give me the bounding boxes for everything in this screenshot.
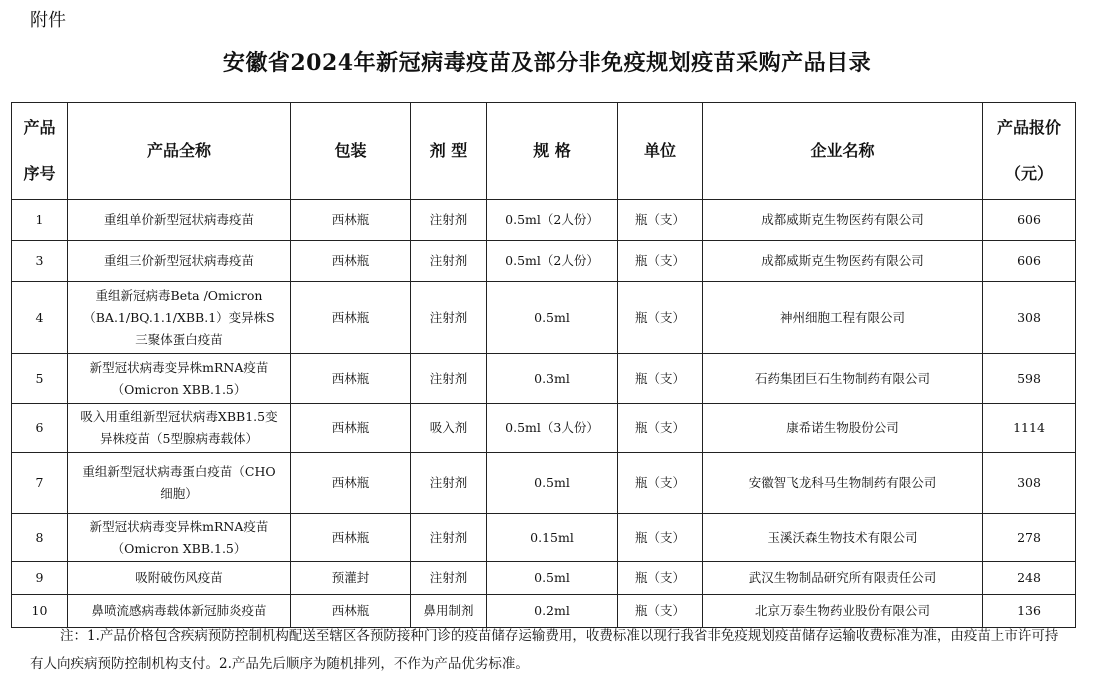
unit: 瓶（支） [618, 200, 703, 241]
product-name: 重组三价新型冠状病毒疫苗 [68, 241, 291, 282]
product-name: 新型冠状病毒变异株mRNA疫苗（Omicron XBB.1.5） [68, 514, 291, 562]
product-name: 重组单价新型冠状病毒疫苗 [68, 200, 291, 241]
specification: 0.3ml [487, 354, 618, 404]
specification: 0.5ml [487, 282, 618, 354]
company-name: 成都威斯克生物医药有限公司 [703, 200, 983, 241]
specification: 0.5ml（3人份） [487, 404, 618, 453]
row-number: 10 [12, 595, 68, 628]
product-name: 新型冠状病毒变异株mRNA疫苗（Omicron XBB.1.5） [68, 354, 291, 404]
company-name: 石药集团巨石生物制药有限公司 [703, 354, 983, 404]
row-number: 3 [12, 241, 68, 282]
specification: 0.5ml [487, 562, 618, 595]
table-row [12, 404, 1076, 453]
row-number: 5 [12, 354, 68, 404]
header-company: 企业名称 [703, 103, 983, 200]
packaging: 西林瓶 [291, 241, 411, 282]
footnote: 注：1.产品价格包含疾病预防控制机构配送至辖区各预防接种门诊的疫苗储存运输费用，收费标准以现行我省非免疫规划疫苗储存运输收费标准为准，由疫苗上市许可持有人向疾病预防控制机构支付。2.产品先后顺序为随机排列，不作为产品优劣标准。 [30, 628, 1059, 672]
row-number: 9 [12, 562, 68, 595]
packaging: 西林瓶 [291, 404, 411, 453]
row-number: 4 [12, 282, 68, 354]
product-name: 重组新冠病毒Beta /Omicron（BA.1/BQ.1.1/XBB.1）变异株S三聚体蛋白疫苗 [68, 282, 291, 354]
table-row [12, 453, 1076, 514]
specification: 0.5ml（2人份） [487, 241, 618, 282]
table-row [12, 241, 1076, 282]
header-product-no: 产品 序号 [12, 103, 68, 200]
row-number: 8 [12, 514, 68, 562]
price: 278 [983, 514, 1076, 562]
specification: 0.5ml（2人份） [487, 200, 618, 241]
header-packaging: 包装 [291, 103, 411, 200]
packaging: 西林瓶 [291, 514, 411, 562]
price: 598 [983, 354, 1076, 404]
price: 248 [983, 562, 1076, 595]
price: 136 [983, 595, 1076, 628]
dosage-form: 注射剂 [411, 453, 487, 514]
header-unit: 单位 [618, 103, 703, 200]
price: 308 [983, 282, 1076, 354]
company-name: 安徽智飞龙科马生物制药有限公司 [703, 453, 983, 514]
dosage-form: 注射剂 [411, 282, 487, 354]
header-product-name: 产品全称 [68, 103, 291, 200]
dosage-form: 注射剂 [411, 200, 487, 241]
unit: 瓶（支） [618, 282, 703, 354]
price: 1114 [983, 404, 1076, 453]
product-name: 吸附破伤风疫苗 [68, 562, 291, 595]
packaging: 西林瓶 [291, 354, 411, 404]
company-name: 玉溪沃森生物技术有限公司 [703, 514, 983, 562]
product-name: 鼻喷流感病毒载体新冠肺炎疫苗 [68, 595, 291, 628]
company-name: 北京万泰生物药业股份有限公司 [703, 595, 983, 628]
header-specification: 规 格 [487, 103, 618, 200]
specification: 0.2ml [487, 595, 618, 628]
row-number: 6 [12, 404, 68, 453]
attachment-label: 附件 [30, 10, 66, 31]
row-number: 1 [12, 200, 68, 241]
header-dosage-form: 剂 型 [411, 103, 487, 200]
dosage-form: 注射剂 [411, 562, 487, 595]
dosage-form: 注射剂 [411, 514, 487, 562]
price: 308 [983, 453, 1076, 514]
company-name: 武汉生物制品研究所有限责任公司 [703, 562, 983, 595]
row-number: 7 [12, 453, 68, 514]
packaging: 西林瓶 [291, 595, 411, 628]
page-title: 安徽省2024年新冠病毒疫苗及部分非免疫规划疫苗采购产品目录 [222, 50, 872, 76]
specification: 0.5ml [487, 453, 618, 514]
dosage-form: 吸入剂 [411, 404, 487, 453]
table-header-row [12, 103, 1076, 200]
product-name: 重组新型冠状病毒蛋白疫苗（CHO细胞） [68, 453, 291, 514]
product-name: 吸入用重组新型冠状病毒XBB1.5变异株疫苗（5型腺病毒载体） [68, 404, 291, 453]
unit: 瓶（支） [618, 404, 703, 453]
unit: 瓶（支） [618, 354, 703, 404]
company-name: 成都威斯克生物医药有限公司 [703, 241, 983, 282]
packaging: 西林瓶 [291, 453, 411, 514]
table-row [12, 282, 1076, 354]
table-row [12, 200, 1076, 241]
specification: 0.15ml [487, 514, 618, 562]
header-price: 产品报价 （元） [983, 103, 1076, 200]
unit: 瓶（支） [618, 241, 703, 282]
price: 606 [983, 241, 1076, 282]
product-table [11, 102, 1076, 628]
packaging: 预灌封 [291, 562, 411, 595]
table-row [12, 562, 1076, 595]
dosage-form: 注射剂 [411, 241, 487, 282]
unit: 瓶（支） [618, 595, 703, 628]
unit: 瓶（支） [618, 562, 703, 595]
table-row [12, 514, 1076, 562]
packaging: 西林瓶 [291, 200, 411, 241]
dosage-form: 注射剂 [411, 354, 487, 404]
table-row [12, 354, 1076, 404]
unit: 瓶（支） [618, 514, 703, 562]
company-name: 神州细胞工程有限公司 [703, 282, 983, 354]
company-name: 康希诺生物股份公司 [703, 404, 983, 453]
packaging: 西林瓶 [291, 282, 411, 354]
unit: 瓶（支） [618, 453, 703, 514]
dosage-form: 鼻用制剂 [411, 595, 487, 628]
price: 606 [983, 200, 1076, 241]
